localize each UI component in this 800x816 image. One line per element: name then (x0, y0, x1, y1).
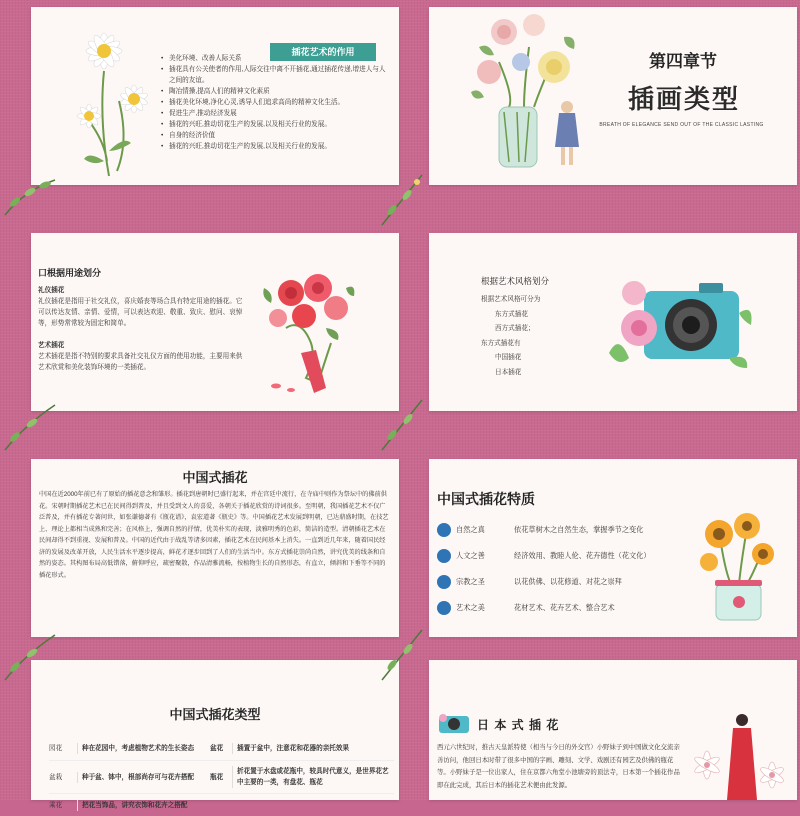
slide-2[interactable] (429, 7, 797, 185)
chapter-title: 插画类型 (627, 84, 740, 114)
daisy-illustration (49, 11, 159, 181)
slide4-line-3: 西方式插花； (495, 325, 535, 332)
slide6-row-4 (437, 595, 697, 621)
slide7-name-2: 盆栽 (49, 773, 63, 781)
slide4-heading: 根据艺术风格划分 (481, 276, 550, 286)
slide4-line-1: 根据艺术风格可分为 (481, 296, 541, 303)
slide-6[interactable] (429, 459, 797, 637)
slide1-bullet-4: • 插花美化环境,净化心灵,诱导人们追求高尚的精神文化生活。 (161, 97, 391, 108)
slide3-sub2: 艺术插花 (38, 342, 65, 349)
slide6-desc-4: 花材艺术、花卉艺术、整合艺术 (514, 602, 615, 612)
slide6-row-2 (437, 543, 697, 569)
leaf-sprig-decoration (0, 395, 60, 455)
slide6-rows (437, 517, 697, 621)
leaf-sprig-decoration (372, 625, 432, 685)
slide1-bullet-list (161, 53, 391, 152)
slide1-bullet-6: • 插花的兴旺,推动切花生产的发展,以及相关行业的发展。 (161, 119, 391, 130)
blue-flower-icon (437, 601, 451, 615)
blue-flower-icon (437, 549, 451, 563)
camera-flowers-illustration (599, 273, 759, 383)
leaf-sprig-decoration (372, 170, 432, 230)
slide6-desc-2: 经济效用、教睦人伦、花卉德性（花文化） (514, 550, 651, 560)
slide7-desc-3: 把花当饰品，讲究衣饰和花卉之搭配 (77, 800, 210, 811)
slide4-line-4: 东方式插花有 (481, 339, 521, 347)
sunflower-jar-illustration (691, 504, 781, 624)
slide7-tag-2: 瓶花 (210, 773, 224, 781)
slide6-title: 中国式插花特质 (437, 491, 535, 507)
slide7-extra-2: 折花置于水盘或花瓶中，较具时代意义，是世界花艺中主要的一类，有盘花、瓶花 (232, 766, 394, 788)
slide-8[interactable] (429, 660, 797, 800)
rose-bouquet-illustration (256, 258, 366, 398)
slide6-label-1: 自然之真 (456, 524, 485, 534)
slide7-row-1 (49, 736, 394, 761)
slide7-extra-1: 插置于盆中，注意花和花器的亲托效果 (232, 743, 394, 754)
slide3-sub1: 礼仪插花 (38, 287, 65, 294)
lady-lilies-illustration (687, 710, 787, 800)
slide1-title-badge: 插花艺术的作用 (270, 43, 376, 61)
slide8-title: 日 本 式 插 花 (477, 718, 560, 732)
slide4-line-2: 东方式插花 (495, 310, 528, 318)
slide7-desc-2: 种于盆、钵中，根部尚存可与花卉搭配 (77, 772, 210, 783)
slide4-line-6: 日本插花 (495, 368, 522, 376)
chapter-subtitle: BREATH OF ELEGANCE SEND OUT OF THE CLASSIC LASTING (599, 122, 764, 128)
slide6-row-1 (437, 517, 697, 543)
slide1-bullet-3: • 陶冶情操,提高人们的精神文化素质 (161, 86, 391, 97)
slide1-bullet-1: • 美化环境、改善人际关系 (161, 53, 391, 64)
slide-7[interactable] (31, 660, 399, 809)
camera-icon (437, 712, 471, 734)
slide6-label-2: 人文之善 (456, 550, 485, 560)
slide5-title: 中国式插花 (182, 470, 248, 485)
slide6-row-3 (437, 569, 697, 595)
slide7-row-3 (49, 794, 394, 816)
leaf-sprig-decoration (0, 625, 60, 685)
slide1-bullet-2: • 插花具有公关使者的作用,人际交往中离不开插花,通过插花传递,增进人与人之间的友谊。 (161, 64, 391, 86)
slide6-desc-1: 依花草树木之自然生态，掌握季节之变化 (514, 524, 644, 534)
slide-3[interactable] (31, 233, 399, 411)
slide1-bullet-5: • 促进生产,推动经济发展 (161, 108, 391, 119)
slide6-label-4: 艺术之美 (456, 602, 485, 612)
leaf-sprig-decoration (0, 170, 60, 220)
slide7-table (49, 736, 394, 816)
slide5-body: 中国在近2000年前已有了原始的插花意念和雏形。插花到唐朝时已盛行起来，并在宫廷中流行，在寺庙中则作为祭坛中的佛前供花。宋朝时期插花艺术已在民间得到普及，并且受到文人的喜爱，各朝关于插花欣赏的诗词很多。至明朝，我国插花艺术不仅广泛普及，并有插花专著问世，如张谦德著有《瓶花谱》，袁宏道著《瓶史》等。中国插花艺术发展到明朝，已达鼎盛时期，在技艺上、理论上都相当成熟和完善；在风格上，强调自然的抒情，优美朴实的表现，淡雅明秀的色彩，简洁的造型。清朝插花艺术在民间却得不到重视、发展和普及。中国的近代由于战乱等诸多因素，插花艺术在民间基本上消失。一直到近几年来，随着国民经济的发展及改革开放，人民生活水平逐步提高，鲜花才逐步回到了人们的生活当中。东方式插花崇尚自然，讲究优美的线条和自然的姿态。其构图布局高低错落，俯仰呼应，疏密聚散，作品清雅流畅，按植物生长的自然形态，有直立，倾斜和下垂等不同的插花形式。 (39, 491, 389, 579)
chapter-label: 第四章节 (649, 52, 717, 71)
slide7-name-1: 园花 (49, 744, 63, 752)
leaf-sprig-decoration (372, 395, 432, 455)
blue-flower-icon (437, 575, 451, 589)
slide6-label-3: 宗教之圣 (456, 576, 485, 586)
slide6-desc-3: 以花供佛、以花修道、对花之崇拜 (514, 576, 622, 586)
slide-4[interactable] (429, 233, 797, 411)
slide7-title: 中国式插花类型 (169, 707, 261, 722)
slide7-name-3: 乘花 (49, 801, 63, 809)
slide4-line-5: 中国插花 (495, 354, 522, 361)
slide7-desc-1: 种在花园中，考虑植物艺术的生长姿态 (77, 743, 210, 754)
slide-5[interactable] (31, 459, 399, 637)
slide8-body: 西元六世纪时，推古天皇派特使（相当与今日的外交官）小野妹子到中国做文化交流亲善访问，他回日本时带了很多中国的字画、雕刻、文学、戏剧还有园艺及供佛的瓶花等。小野妹子是一位出家人，住在京都六角堂小池塘旁的顶法寺，日本第一个插花作品即在此完成，其后日本的插花艺术便由此发源。 (437, 744, 680, 789)
slide1-bullet-7: • 自身的经济价值 (161, 130, 391, 141)
slide3-heading: 口根据用途划分 (38, 268, 102, 278)
blue-flower-icon (437, 523, 451, 537)
slide1-bullet-8: • 插花的兴旺,推动切花生产的发展,以及相关行业的发展。 (161, 141, 391, 152)
slide-1[interactable] (31, 7, 399, 185)
slide7-row-2 (49, 761, 394, 794)
slide7-tag-1: 盆花 (210, 744, 224, 752)
slide3-body2: 艺术插花是指不特别的要求具备社交礼仪方面的使用功能，主要用来供艺术欣赏和美化装饰环境的一类插花。 (38, 353, 243, 371)
slide4-lines (481, 293, 601, 380)
slide3-body1: 礼仪插花是指用于社交礼仪，喜庆婚丧等场合具有特定用途的插花。它可以传达友情、亲情、爱情，可以表达欢迎、敬重、致庆、慰问、哀悼等，形势常常较为固定和简单。 (38, 298, 243, 327)
flower-vase-girl-illustration (459, 7, 609, 185)
